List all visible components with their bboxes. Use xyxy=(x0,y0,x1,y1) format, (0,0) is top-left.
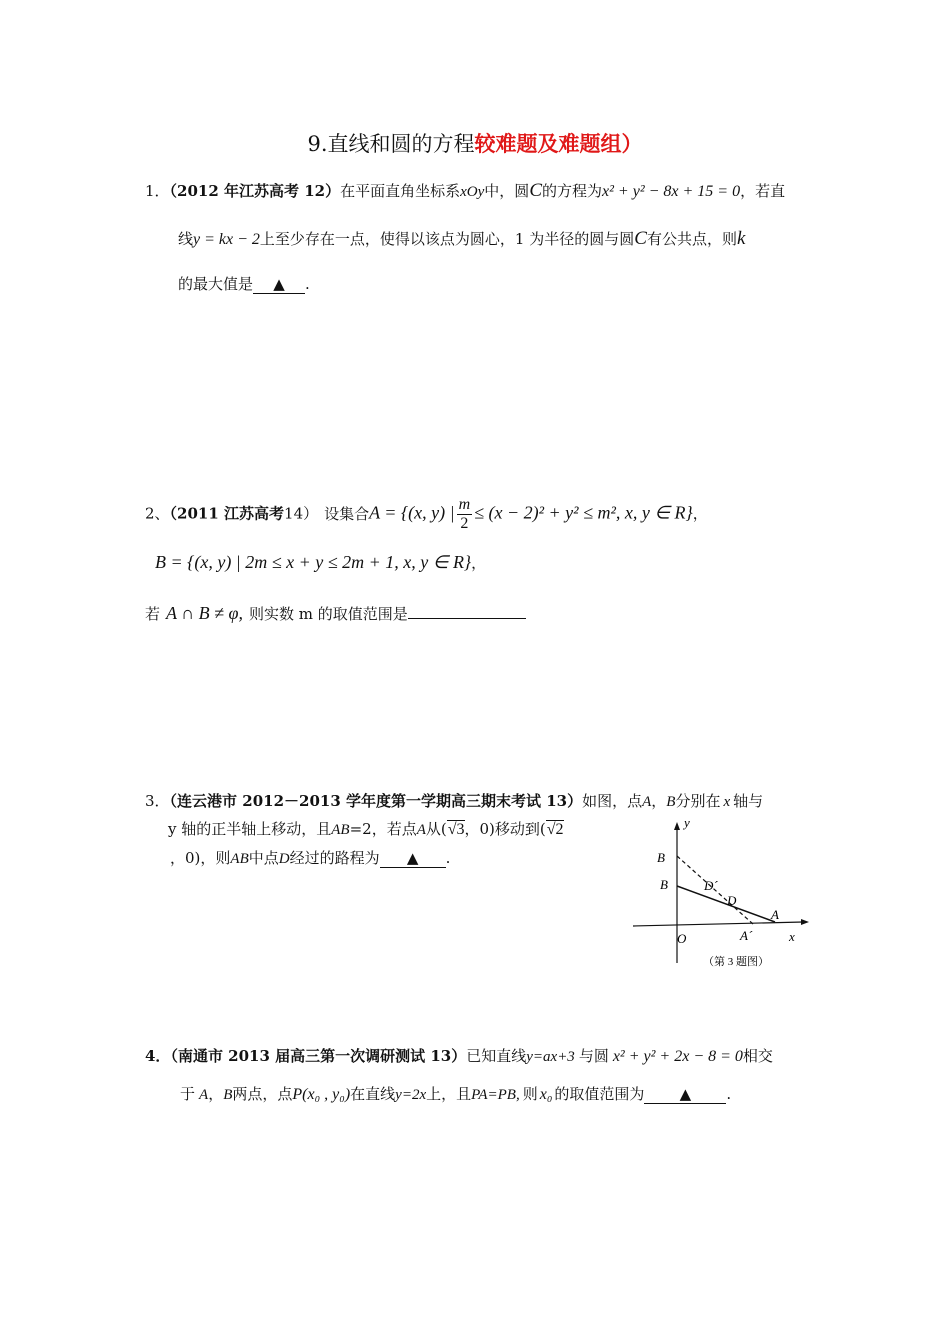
q1-text: 中，圆 xyxy=(484,182,530,200)
q3-text: 中点 xyxy=(248,849,279,867)
q3-point-b: B xyxy=(666,794,676,810)
q2-source: （2011 江苏高考 xyxy=(169,504,285,523)
q4-circle-equation: x² + y² + 2x − 8 = 0 xyxy=(612,1048,743,1065)
title-prefix: 9.直线和圆的方程 xyxy=(307,132,475,156)
q3-x: x xyxy=(723,794,731,810)
fig-label-a-prime: A´ xyxy=(740,928,753,943)
q2-set-a-tail: ≤ (x − 2)² + y² ≤ m², x, y ∈ R} xyxy=(474,502,693,523)
q4-text: 于 xyxy=(180,1085,196,1103)
q4-text: 已知直线 xyxy=(466,1047,527,1065)
q4-answer-blank: ▲ xyxy=(644,1085,726,1104)
fig-label-y: y xyxy=(684,820,690,830)
q1-k: k xyxy=(736,228,746,249)
q2-fraction-numerator: m xyxy=(458,496,471,513)
q2-fraction-denominator: 2 xyxy=(460,515,469,532)
q3-source: （连云港市 2012－2013 学年度第一学期高三期末考试 13） xyxy=(169,792,583,810)
q3-text: 如图，点 xyxy=(582,792,643,810)
q1-answer-blank: ▲ xyxy=(253,275,305,294)
fig-label-x: x xyxy=(789,929,795,944)
fig-label-b: B xyxy=(660,877,668,892)
title-red: 较难题及难题组） xyxy=(474,131,643,156)
segment-ab xyxy=(677,886,775,922)
q3-ab: AB xyxy=(230,851,249,867)
y-axis-arrow xyxy=(674,822,680,830)
q4-text: 与圆 xyxy=(578,1047,609,1065)
q3-text: 经过的路程为 xyxy=(289,849,380,867)
x-axis-arrow xyxy=(801,919,809,925)
q1-c: C xyxy=(634,228,647,249)
q1-c: C xyxy=(529,180,542,201)
q4-line2: y=2x xyxy=(395,1087,427,1103)
q1-line1 xyxy=(145,180,785,202)
q4-text: 则 xyxy=(522,1085,538,1103)
fig-label-d-prime: D´ xyxy=(704,878,718,893)
q1-line-equation: y = kx − 2 xyxy=(193,231,260,248)
q2-fraction xyxy=(457,496,473,533)
q4-condition: PA=PB, xyxy=(471,1087,520,1103)
q3-line1 xyxy=(145,790,763,811)
q4-line-equation: y=ax+3 xyxy=(526,1049,575,1065)
q4-text: 相交 xyxy=(742,1047,773,1065)
q3-line3 xyxy=(170,847,450,868)
q3-sqrt2: √2 xyxy=(546,821,564,838)
q1-text: ，若直 xyxy=(740,182,786,200)
q2-comma: ， xyxy=(471,554,487,572)
q2-text: 则实数 m 的取值范围是 xyxy=(249,605,408,623)
fig-label-a: A xyxy=(771,907,779,922)
q1-text: 线 xyxy=(178,230,194,248)
q4-point-b: B xyxy=(223,1087,233,1103)
q1-text: 的最大值是 xyxy=(178,275,254,293)
q1-text: . xyxy=(305,275,310,293)
q4-text: . xyxy=(726,1085,732,1103)
q4-x0: x₀ xyxy=(539,1086,553,1103)
q3-text: . xyxy=(445,849,451,867)
x-axis xyxy=(633,922,803,926)
q3-text: ， xyxy=(651,792,667,810)
q2-source-tail: 14） xyxy=(284,504,319,523)
q3-figure xyxy=(625,820,815,974)
q2-number: 2、 xyxy=(145,504,170,523)
q3-text: y 轴的正半轴上移动，且 xyxy=(168,820,332,838)
q4-text: 两点，点 xyxy=(232,1085,293,1103)
q4-text: 的取值范围为 xyxy=(554,1085,645,1103)
q2-line3 xyxy=(145,602,526,624)
q3-point-d: D xyxy=(278,851,290,867)
q1-line2 xyxy=(178,228,745,250)
q4-source: （南通市 2013 届高三第一次调研测试 13） xyxy=(170,1047,467,1065)
q3-number: 3． xyxy=(145,792,170,810)
q2-comma: ， xyxy=(692,504,708,523)
q4-point-a: A xyxy=(199,1087,209,1103)
fig-label-d: D xyxy=(727,893,737,908)
q2-line1 xyxy=(145,496,708,533)
q3-line2 xyxy=(168,818,564,839)
q4-number: 4． xyxy=(145,1047,171,1065)
q2-text: 设集合 xyxy=(324,504,370,523)
q1-number: 1． xyxy=(145,182,170,200)
q3-answer-blank: ▲ xyxy=(380,849,446,868)
q3-point-a: A xyxy=(416,822,426,838)
q2-set-b: B = {(x, y) | 2m ≤ x + y ≤ 2m + 1, x, y ∈ R} xyxy=(155,552,472,572)
q3-text: ，0)移动到( xyxy=(464,820,546,838)
q3-text: 从( xyxy=(425,820,447,838)
q3-sqrt3: √3 xyxy=(447,821,465,838)
q3-text: ，0)，则 xyxy=(170,849,231,867)
q4-point-p: P(x₀ , y₀) xyxy=(292,1086,351,1103)
q4-line1 xyxy=(145,1045,773,1066)
q4-text: ， xyxy=(208,1085,224,1103)
q2-answer-blank xyxy=(408,602,526,619)
q2-set-a-head: A = {(x, y) | xyxy=(369,502,455,523)
q3-point-a: A xyxy=(642,794,652,810)
q1-text: 有公共点，则 xyxy=(646,230,737,248)
q4-text: 在直线 xyxy=(350,1085,396,1103)
q3-figure-svg xyxy=(625,820,815,970)
q4-text: 上，且 xyxy=(426,1085,472,1103)
q1-xoy: xOy xyxy=(460,184,485,200)
q4-line2 xyxy=(180,1083,731,1104)
q1-text: 上至少存在一点，使得以该点为圆心，1 为半径的圆与圆 xyxy=(259,230,635,248)
fig-label-o: O xyxy=(677,931,687,946)
q1-line3 xyxy=(178,273,310,294)
page-title xyxy=(0,128,950,158)
q1-source: （2012 年江苏高考 12） xyxy=(169,182,341,200)
q1-text: 在平面直角坐标系 xyxy=(340,182,461,200)
q2-text: 若 xyxy=(145,605,161,623)
q1-text: 的方程为 xyxy=(542,182,603,200)
q3-text: 轴与 xyxy=(733,792,764,810)
q2-line2 xyxy=(155,552,486,573)
q2-condition: A ∩ B ≠ φ, xyxy=(166,603,244,623)
q1-equation: x² + y² − 8x + 15 = 0 xyxy=(602,183,741,200)
q3-text: =2，若点 xyxy=(349,820,417,838)
q3-ab: AB xyxy=(331,822,350,838)
fig-caption: （第 3 题图） xyxy=(703,956,769,968)
fig-label-b-top: B xyxy=(657,850,665,865)
q3-text: 分别在 xyxy=(675,792,721,810)
